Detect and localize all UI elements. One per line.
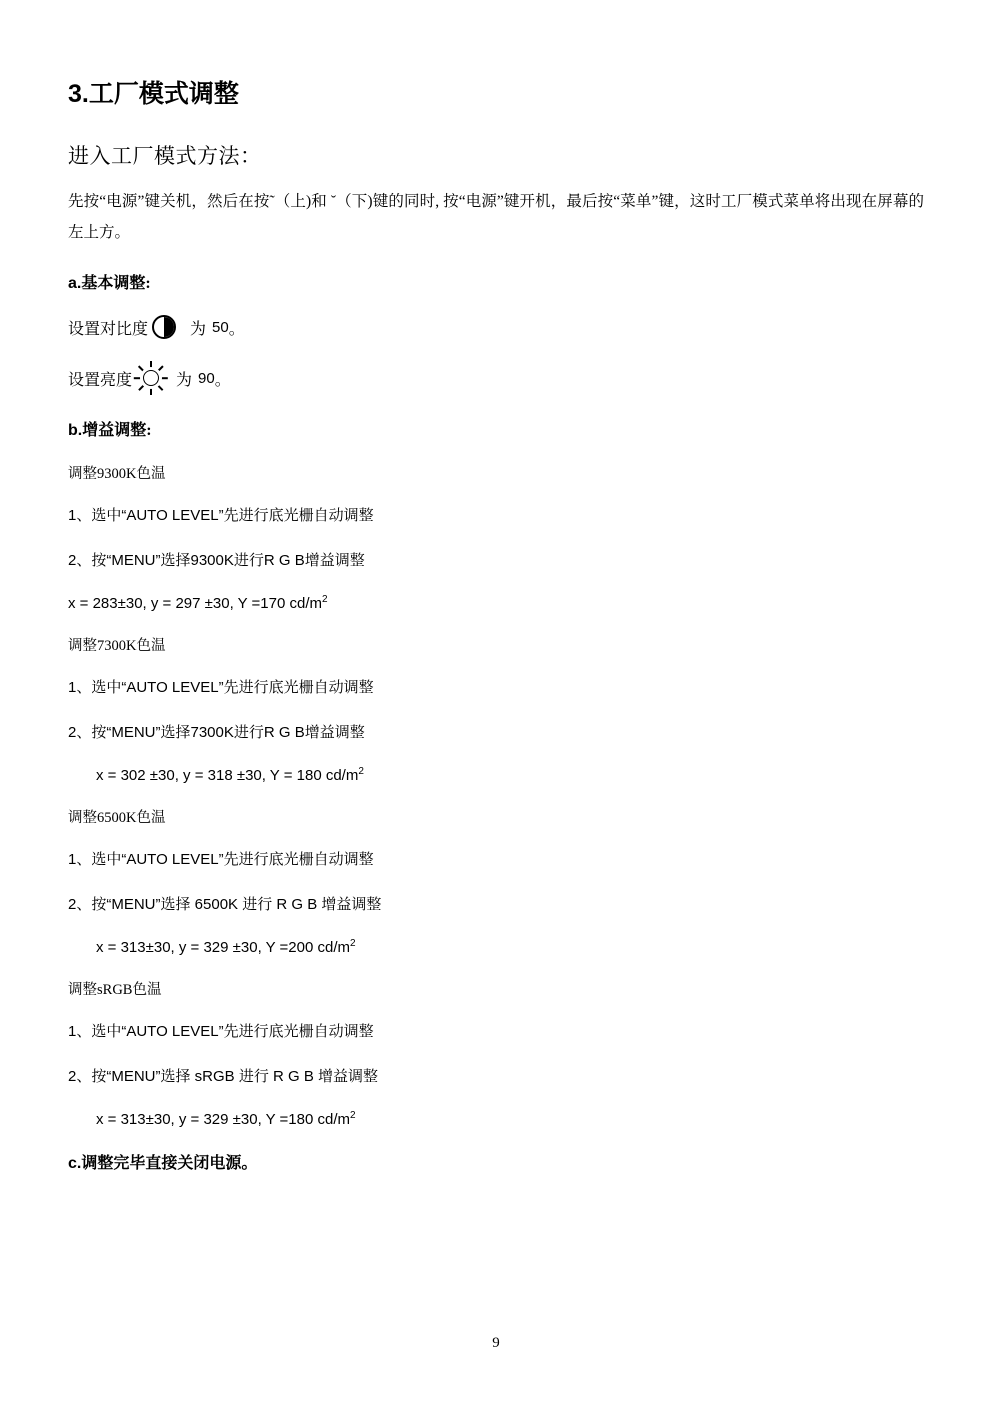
page-title-text: 工厂模式调整	[88, 80, 239, 108]
group-formula-exponent: 2	[350, 938, 356, 949]
contrast-setting-row	[68, 315, 924, 339]
section-b-marker: b.	[68, 422, 83, 439]
section-c-marker: c.	[68, 1155, 82, 1172]
group-step-1: 1、选中“AUTO LEVEL”先进行底光栅自动调整	[68, 851, 374, 868]
section-subheading: 进入工厂模式方法：	[68, 144, 262, 168]
group-title: 调整7300K色温	[68, 638, 166, 654]
group-formula-exponent: 2	[350, 1110, 356, 1121]
group-formula-exponent: 2	[358, 766, 364, 777]
group-formula-text: x = 313±30, y = 329 ±30, Y =200 cd/m	[96, 939, 351, 956]
group-title: 调整sRGB色温	[68, 982, 162, 998]
section-a-marker: a.	[68, 275, 82, 292]
contrast-label: 设置对比度	[68, 320, 149, 338]
group-title: 调整9300K色温	[68, 466, 166, 482]
brightness-mid-label: 为	[176, 371, 193, 389]
group-formula-text: x = 302 ±30, y = 318 ±30, Y = 180 cd/m	[96, 767, 359, 784]
brightness-setting-row	[68, 361, 924, 395]
section-c-heading	[68, 1150, 924, 1173]
section-a-title: 基本调整:	[81, 275, 151, 292]
group-step-2: 2、按“MENU”选择 sRGB 进行 R G B 增益调整	[68, 1067, 379, 1085]
group-formula	[68, 938, 924, 956]
section-b-heading	[68, 417, 924, 440]
page-title	[68, 74, 924, 110]
section-b-title: 增益调整:	[82, 422, 152, 439]
intro-paragraph: 先按“电源”键关机，然后在按˜（上)和 ˘（下)键的同时, 按“电源”键开机，最后按“菜单”键，这时工厂模式菜单将出现在屏幕的左上方。	[68, 193, 924, 241]
section-a-heading	[68, 270, 924, 293]
contrast-suffix: 。	[228, 320, 245, 338]
group-step-1: 1、选中“AUTO LEVEL”先进行底光栅自动调整	[68, 679, 374, 696]
contrast-mid-label: 为	[190, 320, 207, 338]
contrast-value: 50	[212, 318, 229, 336]
brightness-suffix: 。	[214, 371, 231, 389]
brightness-label: 设置亮度	[68, 371, 133, 389]
brightness-icon	[134, 361, 168, 395]
group-step-2: 2、按“MENU”选择7300K进行R G B增益调整	[68, 723, 365, 741]
page-number: 9	[492, 1335, 500, 1351]
group-formula	[68, 1110, 924, 1128]
brightness-value: 90	[198, 369, 215, 387]
group-step-1: 1、选中“AUTO LEVEL”先进行底光栅自动调整	[68, 507, 374, 524]
group-formula	[68, 594, 924, 612]
group-step-1: 1、选中“AUTO LEVEL”先进行底光栅自动调整	[68, 1023, 374, 1040]
contrast-icon	[152, 315, 176, 339]
group-step-2: 2、按“MENU”选择9300K进行R G B增益调整	[68, 551, 365, 569]
group-step-2: 2、按“MENU”选择 6500K 进行 R G B 增益调整	[68, 895, 382, 913]
group-formula	[68, 766, 924, 784]
page-title-number: 3.	[68, 80, 89, 108]
section-c-title: 调整完毕直接关闭电源。	[81, 1155, 258, 1172]
group-formula-exponent: 2	[322, 594, 328, 605]
group-formula-text: x = 313±30, y = 329 ±30, Y =180 cd/m	[96, 1111, 351, 1128]
group-formula-text: x = 283±30, y = 297 ±30, Y =170 cd/m	[68, 595, 323, 612]
group-title: 调整6500K色温	[68, 810, 166, 826]
